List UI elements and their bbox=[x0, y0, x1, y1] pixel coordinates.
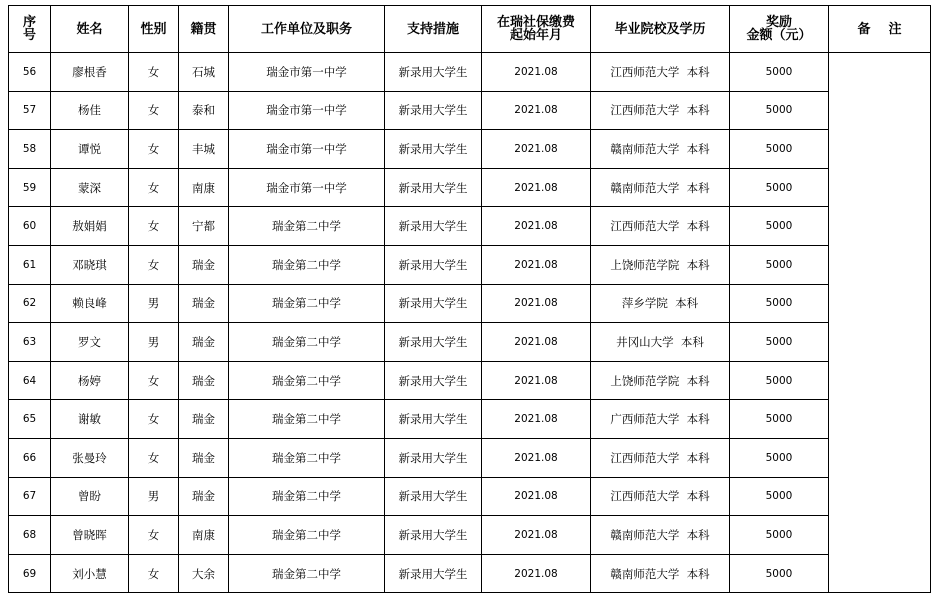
header-award bbox=[730, 6, 829, 53]
cell-insurance: 2021.08 bbox=[482, 130, 591, 169]
cell-remark bbox=[829, 53, 931, 92]
cell-seq: 65 bbox=[9, 400, 51, 439]
cell-employer: 瑞金第二中学 bbox=[229, 400, 385, 439]
cell-name: 杨婷 bbox=[51, 361, 129, 400]
table-row bbox=[9, 245, 931, 284]
cell-award: 5000 bbox=[730, 207, 829, 246]
header-row bbox=[9, 6, 931, 53]
table-row bbox=[9, 554, 931, 593]
cell-award: 5000 bbox=[730, 168, 829, 207]
cell-native: 瑞金 bbox=[179, 477, 229, 516]
cell-school: 广西师范大学 本科 bbox=[591, 400, 730, 439]
cell-name: 廖根香 bbox=[51, 53, 129, 92]
header-award-line2: 金额（元） bbox=[746, 28, 812, 43]
cell-employer: 瑞金第二中学 bbox=[229, 284, 385, 323]
cell-insurance: 2021.08 bbox=[482, 516, 591, 555]
cell-school: 赣南师范大学 本科 bbox=[591, 554, 730, 593]
cell-remark bbox=[829, 438, 931, 477]
table-row bbox=[9, 130, 931, 169]
cell-name: 张曼玲 bbox=[51, 438, 129, 477]
cell-seq: 68 bbox=[9, 516, 51, 555]
cell-insurance: 2021.08 bbox=[482, 438, 591, 477]
cell-remark bbox=[829, 554, 931, 593]
cell-gender: 男 bbox=[129, 477, 179, 516]
cell-gender: 女 bbox=[129, 53, 179, 92]
cell-name: 谢敏 bbox=[51, 400, 129, 439]
cell-seq: 63 bbox=[9, 323, 51, 362]
cell-insurance: 2021.08 bbox=[482, 91, 591, 130]
cell-support: 新录用大学生 bbox=[385, 168, 482, 207]
cell-native: 瑞金 bbox=[179, 323, 229, 362]
cell-remark bbox=[829, 400, 931, 439]
cell-employer: 瑞金第二中学 bbox=[229, 438, 385, 477]
table-row bbox=[9, 284, 931, 323]
header-insurance bbox=[482, 6, 591, 53]
cell-award: 5000 bbox=[730, 245, 829, 284]
cell-gender: 女 bbox=[129, 91, 179, 130]
cell-award: 5000 bbox=[730, 130, 829, 169]
cell-school: 江西师范大学 本科 bbox=[591, 438, 730, 477]
cell-gender: 男 bbox=[129, 323, 179, 362]
cell-award: 5000 bbox=[730, 516, 829, 555]
cell-employer: 瑞金市第一中学 bbox=[229, 91, 385, 130]
cell-seq: 58 bbox=[9, 130, 51, 169]
cell-gender: 女 bbox=[129, 207, 179, 246]
cell-award: 5000 bbox=[730, 554, 829, 593]
cell-gender: 女 bbox=[129, 400, 179, 439]
header-gender: 性别 bbox=[129, 6, 179, 53]
cell-employer: 瑞金第二中学 bbox=[229, 207, 385, 246]
cell-native: 大余 bbox=[179, 554, 229, 593]
cell-name: 曾晓晖 bbox=[51, 516, 129, 555]
cell-seq: 56 bbox=[9, 53, 51, 92]
cell-support: 新录用大学生 bbox=[385, 53, 482, 92]
cell-seq: 59 bbox=[9, 168, 51, 207]
header-name: 姓名 bbox=[51, 6, 129, 53]
cell-native: 南康 bbox=[179, 516, 229, 555]
table-row bbox=[9, 438, 931, 477]
cell-school: 赣南师范大学 本科 bbox=[591, 168, 730, 207]
cell-support: 新录用大学生 bbox=[385, 130, 482, 169]
cell-seq: 57 bbox=[9, 91, 51, 130]
cell-native: 宁都 bbox=[179, 207, 229, 246]
cell-name: 罗文 bbox=[51, 323, 129, 362]
cell-native: 南康 bbox=[179, 168, 229, 207]
table-row bbox=[9, 91, 931, 130]
table-row bbox=[9, 207, 931, 246]
cell-school: 江西师范大学 本科 bbox=[591, 477, 730, 516]
cell-seq: 61 bbox=[9, 245, 51, 284]
cell-insurance: 2021.08 bbox=[482, 477, 591, 516]
header-seq-line1: 序 bbox=[22, 15, 36, 30]
cell-support: 新录用大学生 bbox=[385, 438, 482, 477]
cell-remark bbox=[829, 245, 931, 284]
table-row bbox=[9, 477, 931, 516]
cell-gender: 女 bbox=[129, 438, 179, 477]
cell-employer: 瑞金第二中学 bbox=[229, 477, 385, 516]
cell-school: 上饶师范学院 本科 bbox=[591, 361, 730, 400]
cell-name: 敖娟娟 bbox=[51, 207, 129, 246]
cell-gender: 女 bbox=[129, 554, 179, 593]
cell-school: 萍乡学院 本科 bbox=[591, 284, 730, 323]
cell-award: 5000 bbox=[730, 438, 829, 477]
cell-insurance: 2021.08 bbox=[482, 168, 591, 207]
cell-school: 井冈山大学 本科 bbox=[591, 323, 730, 362]
header-remark: 备 注 bbox=[829, 6, 931, 53]
cell-insurance: 2021.08 bbox=[482, 361, 591, 400]
cell-remark bbox=[829, 477, 931, 516]
cell-award: 5000 bbox=[730, 400, 829, 439]
table-header bbox=[9, 6, 931, 53]
cell-remark bbox=[829, 207, 931, 246]
award-roster-table bbox=[8, 5, 931, 593]
header-school: 毕业院校及学历 bbox=[591, 6, 730, 53]
cell-support: 新录用大学生 bbox=[385, 284, 482, 323]
cell-employer: 瑞金第二中学 bbox=[229, 516, 385, 555]
cell-insurance: 2021.08 bbox=[482, 400, 591, 439]
cell-gender: 女 bbox=[129, 245, 179, 284]
cell-name: 赖良峰 bbox=[51, 284, 129, 323]
cell-support: 新录用大学生 bbox=[385, 516, 482, 555]
cell-remark bbox=[829, 91, 931, 130]
cell-insurance: 2021.08 bbox=[482, 53, 591, 92]
cell-remark bbox=[829, 284, 931, 323]
cell-seq: 66 bbox=[9, 438, 51, 477]
cell-remark bbox=[829, 323, 931, 362]
cell-award: 5000 bbox=[730, 361, 829, 400]
cell-employer: 瑞金第二中学 bbox=[229, 361, 385, 400]
cell-insurance: 2021.08 bbox=[482, 323, 591, 362]
table-row bbox=[9, 516, 931, 555]
cell-support: 新录用大学生 bbox=[385, 400, 482, 439]
table-row bbox=[9, 53, 931, 92]
cell-native: 瑞金 bbox=[179, 400, 229, 439]
cell-employer: 瑞金市第一中学 bbox=[229, 168, 385, 207]
cell-remark bbox=[829, 130, 931, 169]
cell-gender: 女 bbox=[129, 168, 179, 207]
header-insurance-line1: 在瑞社保缴费 bbox=[496, 15, 575, 30]
cell-seq: 69 bbox=[9, 554, 51, 593]
cell-name: 谭悦 bbox=[51, 130, 129, 169]
header-employer: 工作单位及职务 bbox=[229, 6, 385, 53]
cell-native: 瑞金 bbox=[179, 438, 229, 477]
cell-seq: 64 bbox=[9, 361, 51, 400]
cell-insurance: 2021.08 bbox=[482, 554, 591, 593]
cell-native: 泰和 bbox=[179, 91, 229, 130]
cell-gender: 男 bbox=[129, 284, 179, 323]
cell-support: 新录用大学生 bbox=[385, 207, 482, 246]
cell-award: 5000 bbox=[730, 91, 829, 130]
header-award-line1: 奖励 bbox=[765, 15, 792, 30]
cell-seq: 60 bbox=[9, 207, 51, 246]
cell-award: 5000 bbox=[730, 323, 829, 362]
cell-school: 江西师范大学 本科 bbox=[591, 207, 730, 246]
table-row bbox=[9, 361, 931, 400]
cell-name: 曾盼 bbox=[51, 477, 129, 516]
cell-name: 刘小慧 bbox=[51, 554, 129, 593]
cell-school: 赣南师范大学 本科 bbox=[591, 516, 730, 555]
cell-insurance: 2021.08 bbox=[482, 245, 591, 284]
cell-remark bbox=[829, 516, 931, 555]
table-row bbox=[9, 400, 931, 439]
cell-employer: 瑞金第二中学 bbox=[229, 554, 385, 593]
cell-support: 新录用大学生 bbox=[385, 477, 482, 516]
cell-insurance: 2021.08 bbox=[482, 207, 591, 246]
cell-gender: 女 bbox=[129, 361, 179, 400]
cell-support: 新录用大学生 bbox=[385, 361, 482, 400]
cell-support: 新录用大学生 bbox=[385, 91, 482, 130]
cell-seq: 62 bbox=[9, 284, 51, 323]
table-row bbox=[9, 323, 931, 362]
table-row bbox=[9, 168, 931, 207]
cell-native: 瑞金 bbox=[179, 245, 229, 284]
cell-school: 赣南师范大学 本科 bbox=[591, 130, 730, 169]
cell-support: 新录用大学生 bbox=[385, 245, 482, 284]
cell-insurance: 2021.08 bbox=[482, 284, 591, 323]
cell-employer: 瑞金市第一中学 bbox=[229, 130, 385, 169]
cell-employer: 瑞金市第一中学 bbox=[229, 53, 385, 92]
cell-name: 蒙深 bbox=[51, 168, 129, 207]
header-seq-line2: 号 bbox=[22, 28, 36, 43]
cell-name: 杨佳 bbox=[51, 91, 129, 130]
header-native: 籍贯 bbox=[179, 6, 229, 53]
table-body bbox=[9, 53, 931, 593]
cell-award: 5000 bbox=[730, 477, 829, 516]
cell-name: 邓晓琪 bbox=[51, 245, 129, 284]
cell-employer: 瑞金第二中学 bbox=[229, 245, 385, 284]
cell-gender: 女 bbox=[129, 130, 179, 169]
cell-school: 上饶师范学院 本科 bbox=[591, 245, 730, 284]
cell-school: 江西师范大学 本科 bbox=[591, 91, 730, 130]
cell-native: 石城 bbox=[179, 53, 229, 92]
header-seq bbox=[9, 6, 51, 53]
cell-native: 瑞金 bbox=[179, 361, 229, 400]
cell-remark bbox=[829, 361, 931, 400]
cell-gender: 女 bbox=[129, 516, 179, 555]
cell-native: 丰城 bbox=[179, 130, 229, 169]
cell-employer: 瑞金第二中学 bbox=[229, 323, 385, 362]
header-insurance-line2: 起始年月 bbox=[509, 28, 562, 43]
header-support: 支持措施 bbox=[385, 6, 482, 53]
cell-award: 5000 bbox=[730, 284, 829, 323]
cell-native: 瑞金 bbox=[179, 284, 229, 323]
cell-seq: 67 bbox=[9, 477, 51, 516]
cell-support: 新录用大学生 bbox=[385, 323, 482, 362]
cell-school: 江西师范大学 本科 bbox=[591, 53, 730, 92]
cell-remark bbox=[829, 168, 931, 207]
cell-award: 5000 bbox=[730, 53, 829, 92]
cell-support: 新录用大学生 bbox=[385, 554, 482, 593]
